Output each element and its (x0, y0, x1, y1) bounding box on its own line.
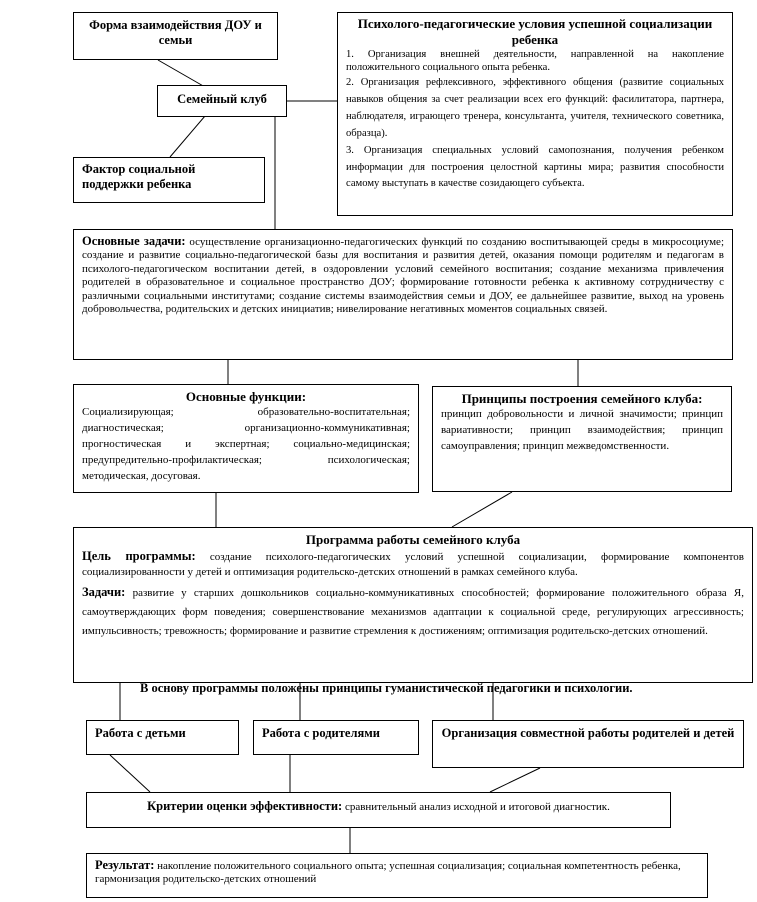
club-box (157, 85, 287, 117)
children-box (86, 720, 239, 755)
functions-title: Основные функции: (185, 389, 307, 404)
program-title: Программа работы семейного клуба (305, 532, 521, 547)
form-box (73, 12, 278, 60)
tasks-label: Основные задачи: (82, 234, 186, 248)
program-box (73, 527, 753, 683)
factor-box (73, 157, 265, 203)
tasks-text: осуществление организационно-педагогических функций по созданию воспитывающей среды в микросоциуме; создание и развитие социально-педагогической базы для воспитания и развития детей, оказания помощи родителям и педагогам в психолого-педагогическом воспитании детей, в оздоровлении условий семейного воспитания; создание механизма привлечения родителей в образовательное и социальное пространство ДОУ; формирование готовности ребенка к активному сотрудничеству с различными социальными институтами; создание системы взаимодействия семьи и ДОУ, ее дальнейшее развитие, выход на уровень добровольчества, родительских и детских инициатив; нивелирование негативных моментов социальных связей. (82, 236, 725, 316)
parents-box (253, 720, 419, 755)
principles-title: Принципы построения семейного клуба: (461, 391, 703, 406)
result-text: накопление положительного социального опыта; успешная социализация; социальная компетентность ребенка, гармонизация родительско-детских отношений (95, 860, 681, 886)
children-box-text: Работа с детьми (95, 726, 186, 740)
criteria-box (86, 792, 671, 828)
conditions-title: Психолого-педагогические условия успешной социализации ребенка (357, 16, 713, 47)
conditions-item-3: 3. Организация специальных условий самопознания, получения ребенком информации для построения целостной картины мира; развития способности самому выступать в качестве созидающего субъекта. (346, 144, 724, 190)
result-label: Результат: (95, 858, 155, 872)
conditions-item-1: 1. Организация внешней деятельности, направленной на накопление положительного социального опыта ребенка. (346, 48, 724, 74)
joint-box-text: Организация совместной работы родителей и детей (441, 726, 735, 740)
basis-text: В основу программы положены принципы гуманистической педагогики и психологии. (140, 681, 633, 695)
parents-box-text: Работа с родителями (262, 726, 380, 740)
result-box (86, 853, 708, 898)
conditions-item-2: 2. Организация рефлексивного, эффективного общения (развитие социальных навыков общения за счет реализации всех его функций: фасилитатора, партнера, наблюдателя, играющего тренера, консультанта, учителя, технического советника, образца). (346, 76, 724, 139)
joint-box (432, 720, 744, 768)
club-box-text: Семейный клуб (177, 92, 267, 106)
program-goal-text: создание психолого-педагогических условий успешной социализации, формирование компонентов социализированности у детей и оптимизация родительско-детских отношений в рамках семейного клуба. (82, 550, 744, 579)
form-box-text: Форма взаимодействия ДОУ и семьи (89, 18, 262, 48)
program-goal (82, 548, 744, 581)
program-tasks-label: Задачи: (82, 584, 126, 599)
program-goal-label: Цель программы: (82, 548, 196, 563)
principles-text: принцип добровольности и личной значимости; принцип вариативности; принцип взаимодействия; принцип самоуправления; принцип межведомственности. (441, 407, 723, 452)
conditions-box (337, 12, 733, 216)
functions-text: Социализирующая; образовательно-воспитательная; диагностическая; организационно-коммуникативная; прогностическая и экспертная; социально-медицинская; предупредительно-профилактическая; психологическая; методическая, досуговая. (82, 405, 410, 482)
tasks-box (73, 229, 733, 360)
factor-box-text: Фактор социальной поддержки ребенка (82, 162, 196, 192)
functions-box (73, 384, 419, 493)
program-tasks-text: развитие у старших дошкольников социально-коммуникативных способностей; формирование положительного образа Я, самоутверждающих форм поведения; совершенствование механизмов адаптации к социальной среде, регулирующих агрессивность; импульсивность; тревожность; формирование и развитие стремления к достижениям; оптимизация родительско-детских отношений. (82, 586, 744, 638)
criteria-label: Критерии оценки эффективности: (147, 799, 343, 813)
criteria-text: сравнительный анализ исходной и итоговой диагностик. (344, 801, 610, 813)
principles-box (432, 386, 732, 492)
program-tasks (82, 582, 744, 641)
